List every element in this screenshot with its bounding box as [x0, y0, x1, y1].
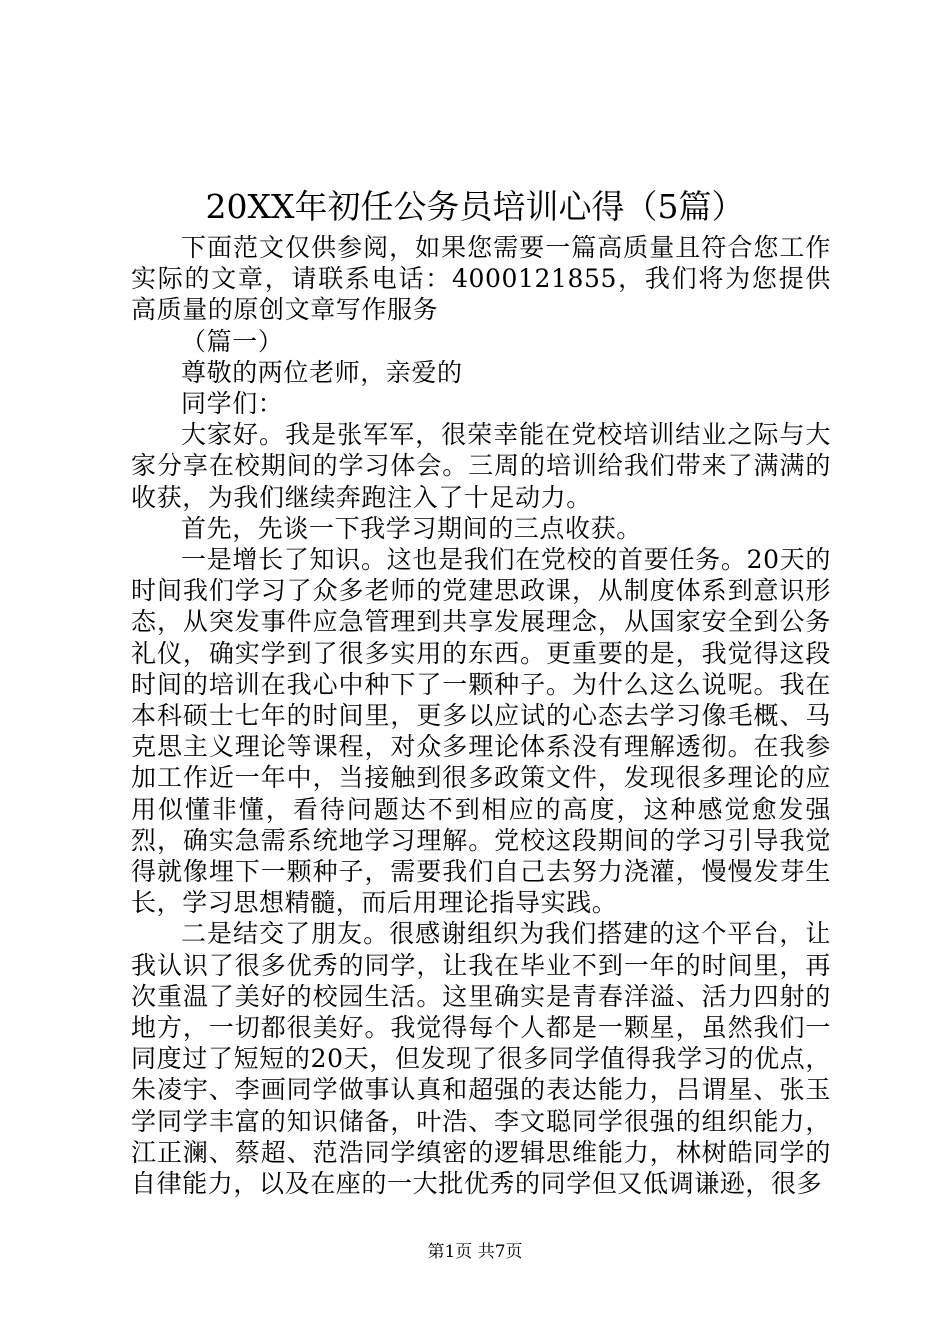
paragraph-point-two: 二是结交了朋友。很感谢组织为我们搭建的这个平台，让我认识了很多优秀的同学，让我在毕业不到一年的时间里，再次重温了美好的校园生活。这里确实是青春洋溢、活力四射的地方，一切都很美好。我觉得每个人都是一颗星，虽然我们一同度过了短短的20天，但发现了很多同学值得我学习的优点，朱凌宇、李画同学做事认真和超强的表达能力，吕谓星、张玉学同学丰富的知识储备，叶浩、李文聪同学很强的组织能力，江正澜、蔡超、范浩同学缜密的逻辑思维能力，林树皓同学的自律能力，以及在座的一大批优秀的同学但又低调谦逊，很多 [131, 919, 831, 1199]
paragraph-intro: 首先，先谈一下我学习期间的三点收获。 [181, 513, 642, 543]
paragraph-greeting: 大家好。我是张军军，很荣幸能在党校培训结业之际与大家分享在校期间的学习体会。三周的培训给我们带来了满满的收获，为我们继续奔跑注入了十足动力。 [131, 420, 831, 512]
document-title: 20XX年初任公务员培训心得（5篇） [205, 187, 745, 226]
paragraph-disclaimer: 下面范文仅供参阅，如果您需要一篇高质量且符合您工作实际的文章，请联系电话：4000121855，我们将为您提供高质量的原创文章写作服务 [131, 233, 831, 325]
paragraph-section-heading: （篇一） [181, 326, 284, 356]
document-body [131, 232, 831, 1199]
paragraph-point-one: 一是增长了知识。这也是我们在党校的首要任务。20天的时间我们学习了众多老师的党建思政课，从制度体系到意识形态，从突发事件应急管理到共享发展理念，从国家安全到公务礼仪，确实学到了很多实用的东西。更重要的是，我觉得这段时间的培训在我心中种下了一颗种子。为什么这么说呢。我在本科硕士七年的时间里，更多以应试的心态去学习像毛概、马克思主义理论等课程，对众多理论体系没有理解透彻。在我参加工作近一年中，当接触到很多政策文件，发现很多理论的应用似懂非懂，看待问题达不到相应的高度，这种感觉愈发强烈，确实急需系统地学习理解。党校这段期间的学习引导我觉得就像埋下一颗种子，需要我们自己去努力浇灌，慢慢发芽生长，学习思想精髓，而后用理论指导实践。 [131, 545, 831, 918]
paragraph-salutation-continued: 同学们： [181, 389, 284, 419]
paragraph-salutation: 尊敬的两位老师，亲爱的 [181, 357, 463, 387]
page-footer: 第1页 共7页 [427, 1242, 523, 1262]
